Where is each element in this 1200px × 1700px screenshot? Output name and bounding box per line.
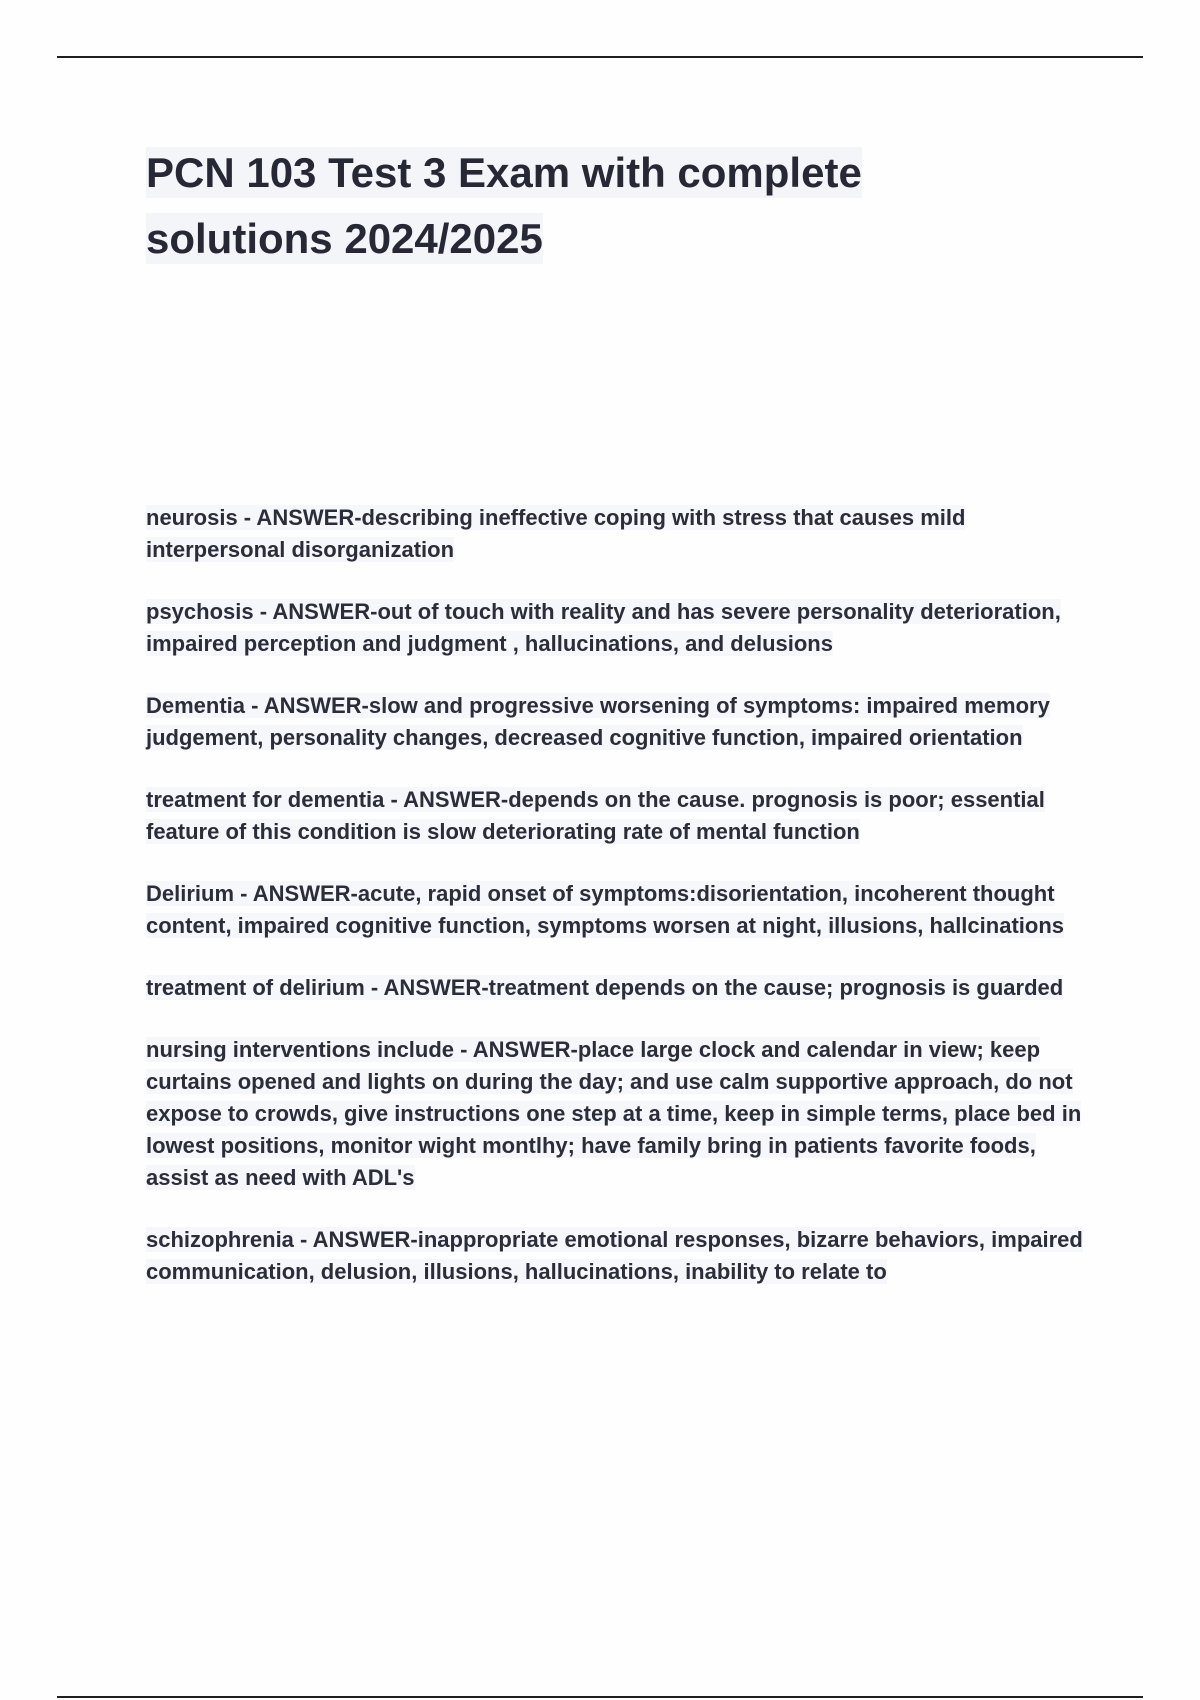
qa-item-nursing-interventions: nursing interventions include - ANSWER-place large clock and calendar in view; keep curtains opened and lights on during the day; and use calm supportive approach, do not expose to crowds, give instructions one step at a time, keep in simple terms, place bed in lowest positions, monitor wight montlhy; have family bring in patients favorite foods, assist as need with ADL's xyxy=(146,1037,1082,1190)
footer-rule xyxy=(57,1696,1143,1698)
qa-item-treatment-of-delirium: treatment of delirium - ANSWER-treatment depends on the cause; prognosis is guarded xyxy=(146,975,1064,1000)
page-title xyxy=(146,140,1046,272)
qa-item-psychosis: psychosis - ANSWER-out of touch with reality and has severe personality deterioration, impaired perception and judgment , hallucinations, and delusions xyxy=(146,599,1061,656)
qa-item-delirium: Delirium - ANSWER-acute, rapid onset of symptoms:disorientation, incoherent thought content, impaired cognitive function, symptoms worsen at night, illusions, hallcinations xyxy=(146,881,1064,938)
qa-item-treatment-for-dementia: treatment for dementia - ANSWER-depends on the cause. prognosis is poor; essential feature of this condition is slow deteriorating rate of mental function xyxy=(146,787,1045,844)
qa-item-neurosis: neurosis - ANSWER-describing ineffective coping with stress that causes mild interpersonal disorganization xyxy=(146,505,966,562)
qa-item-dementia: Dementia - ANSWER-slow and progressive worsening of symptoms: impaired memory judgement, personality changes, decreased cognitive function, impaired orientation xyxy=(146,693,1050,750)
header-rule xyxy=(57,56,1143,58)
page-title-text: PCN 103 Test 3 Exam with complete solutions 2024/2025 xyxy=(146,149,862,262)
qa-item-schizophrenia: schizophrenia - ANSWER-inappropriate emotional responses, bizarre behaviors, impaired communication, delusion, illusions, hallucinations, inability to relate to xyxy=(146,1227,1083,1284)
qa-list xyxy=(146,502,1086,1318)
